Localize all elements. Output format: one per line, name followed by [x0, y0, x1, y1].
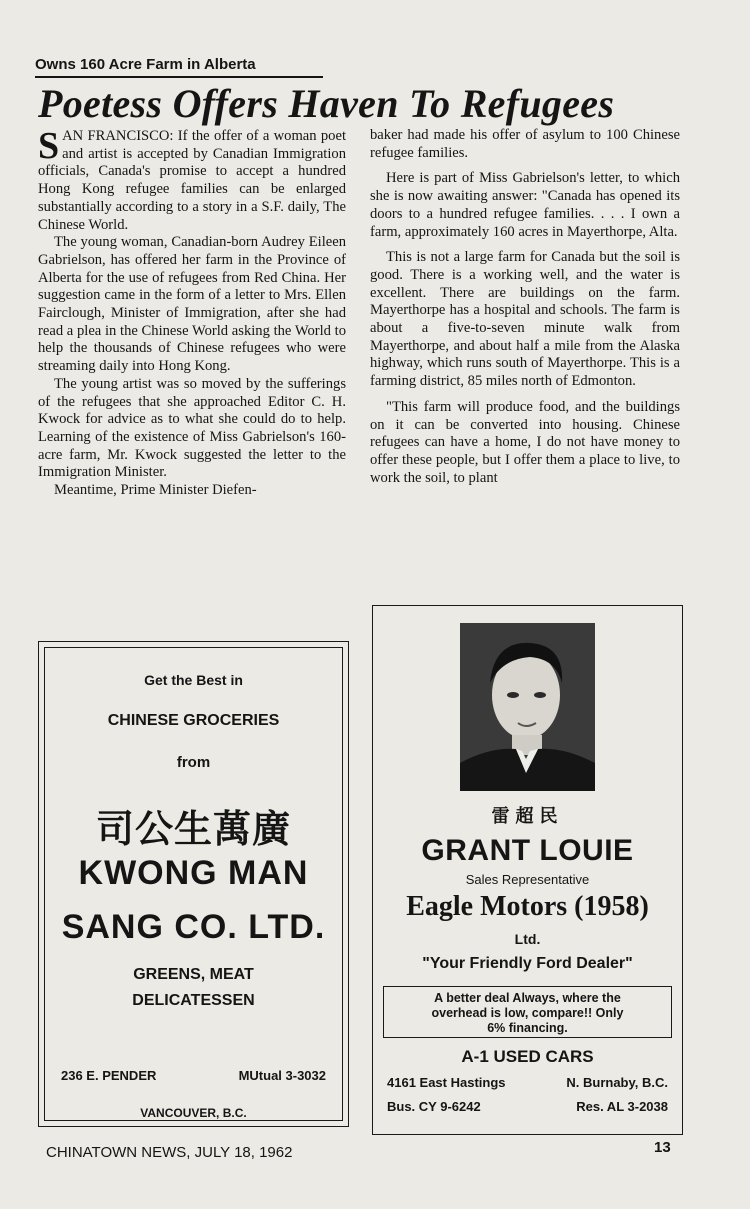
salesman-name: GRANT LOUIE — [421, 834, 634, 867]
page-number: 13 — [654, 1139, 671, 1156]
kicker: Owns 160 Acre Farm in Alberta — [35, 56, 256, 73]
article-paragraph: Here is part of Miss Gabrielson's letter, to which she is now awaiting answer: "Canada has opened its doors to a hundred refugee families. . . . I own a farm, approximately 160 acres in Mayerthorpe, Alta. — [370, 170, 680, 240]
business-phone: Bus. CY 9-6242 — [387, 1099, 481, 1114]
article-column-right — [370, 127, 680, 495]
motors-advertisement — [372, 605, 683, 1135]
headline: Poetess Offers Haven To Refugees — [38, 81, 615, 126]
article-paragraph: SAN FRANCISCO: If the offer of a woman poet and artist is accepted by Canadian Immigration officials, Canada's promise to accept a hundred Hong Kong refugee families can be enlarged substantially according to a story in a S.F. daily, The Chinese World. — [38, 125, 346, 233]
ad-address: 236 E. PENDER — [61, 1068, 157, 1083]
salesman-title: Sales Representative — [465, 872, 590, 887]
deal-line: A better deal Always, where the — [434, 991, 621, 1005]
dealer-phone-row — [387, 1099, 668, 1114]
grocery-advertisement — [38, 641, 349, 1127]
article-paragraph: This is not a large farm for Canada but the soil is good. There is a working well, and the water is excellent. There are buildings on the farm. Mayerthorpe has a hospital and schools. The farm is about a five-to-seven minute walk from Mayerthorpe, and about half a mile from the Alaska highway, which runs south of Mayerthorpe. This is a farming district, 85 miles north of Edmonton. — [370, 249, 680, 390]
article-paragraph: "This farm will produce food, and the buildings on it can be converted into housing. Chinese refugees can have a home, I do not have money to offer these people, but I offer them a place to live, to work the soil, to plant — [370, 398, 680, 486]
article-paragraph: The young woman, Canadian-born Audrey Eileen Gabrielson, has offered her farm in the Province of Alberta for the use of refugees from Red China. Her suggestion came in the form of a letter to Mrs. Ellen Fairclough, Minister of Immigration, after she had read a plea in the Chinese World asking the World to help the thousands of Chinese refugees who were streaming daily into Hong Kong. — [38, 234, 346, 375]
article-paragraph: The young artist was so moved by the sufferings of the refugees that she approached Editor C. H. Kwock for advice as to what she could do to help. Learning of the existence of Miss Gabrielson's 160-acre farm, Mr. Kwock suggested the letter to the Immigration Minister. — [38, 375, 346, 481]
deal-line: 6% financing. — [487, 1021, 568, 1035]
ad-chinese-name: 雷超民 — [491, 806, 564, 827]
dealer-location: N. Burnaby, B.C. — [566, 1075, 668, 1090]
dealer-address: 4161 East Hastings — [387, 1075, 506, 1090]
deal-box — [383, 986, 672, 1038]
salesman-photo — [460, 623, 595, 791]
ad-city: VANCOUVER, B.C. — [140, 1106, 247, 1120]
ad-company-name-2: SANG CO. LTD. — [61, 908, 326, 946]
dealer-suffix: Ltd. — [514, 931, 541, 947]
ad-goods: GREENS, MEAT — [133, 966, 254, 983]
ad-phone: MUtual 3-3032 — [238, 1068, 326, 1083]
article-paragraph: baker had made his offer of asylum to 100 Chinese refugee families. — [370, 127, 680, 161]
article-paragraph: Meantime, Prime Minister Diefen- — [54, 482, 257, 499]
used-cars-heading: A-1 USED CARS — [461, 1047, 594, 1066]
kicker-rule — [35, 76, 323, 78]
drop-cap: S — [38, 125, 60, 167]
ad-contact-row — [61, 1068, 326, 1083]
dealer-slogan: "Your Friendly Ford Dealer" — [422, 955, 633, 972]
portrait-image — [460, 623, 595, 791]
ad-chinese-name: 司公生萬廣 — [95, 807, 291, 851]
article-column-left — [38, 125, 346, 500]
ad-company-name: KWONG MAN — [78, 854, 309, 892]
ad-goods-2: DELICATESSEN — [132, 992, 255, 1009]
residence-phone: Res. AL 3-2038 — [576, 1099, 668, 1114]
ad-category: CHINESE GROCERIES — [107, 712, 280, 729]
ad-tagline: Get the Best in — [144, 672, 243, 688]
dealer-address-row — [387, 1075, 668, 1090]
dealer-name: Eagle Motors (1958) — [406, 891, 649, 922]
page-footer: CHINATOWN NEWS, JULY 18, 1962 — [46, 1144, 293, 1161]
ad-from: from — [176, 754, 211, 771]
ad-inner-border — [44, 647, 343, 1121]
deal-line: overhead is low, compare!! Only — [431, 1006, 624, 1020]
